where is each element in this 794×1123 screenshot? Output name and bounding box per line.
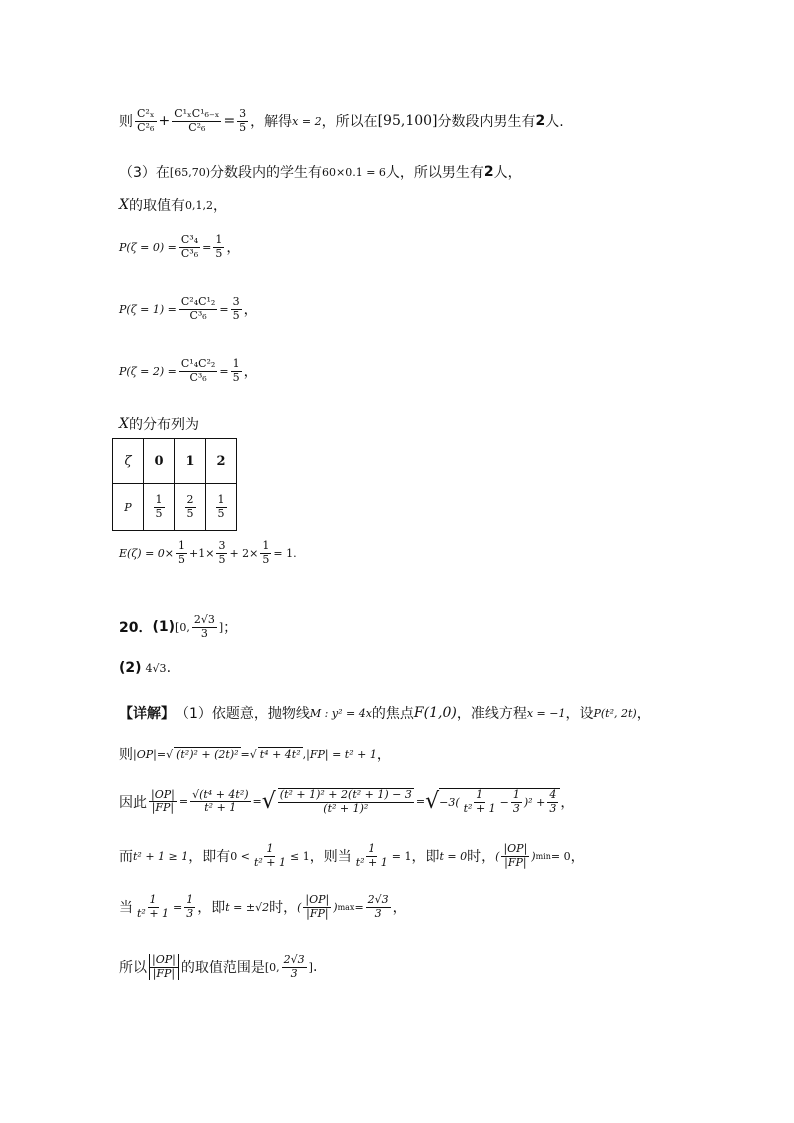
line-q20-answer2: (2) 4√3 . <box>119 660 172 676</box>
question-number: 20． <box>119 620 153 637</box>
line-part3-intro: （3） 在 [65,70) 分数段内的学生有 60×0.1 = 6 人，所以男生有 2 人， <box>119 164 522 181</box>
distribution-caption: X 的分布列为 <box>119 416 199 433</box>
fraction-c-x-1: $\frac{\text{C¹ₓC¹₆₋ₓ}}{\text{C²₆}}$ <box>174 107 220 134</box>
line-p-zeta-0: P(ζ = 0) = $\frac{\text{C³₄}}{\text{C³₆}}$ = $\frac{1}{5}$ ， <box>119 233 241 260</box>
line-probability-equation: 则 $\frac{\text{C²ₓ}}{\text{C²₆}}$ + $\frac{\text{C¹ₓC¹₆₋ₓ}}{\text{C²₆}}$ = $\frac{3}{5}$ ，解得 x = 2 ，所以在 [95,100] 分数段内男生有 2 人. <box>119 107 564 134</box>
line-op-fp: 则 |OP|= √ (t²)² + (2t)² = √ t⁴ + 4t² , |FP| = t² + 1 ， <box>119 747 391 763</box>
line-q20-answer1: 20． (1) [0, $\frac{2√3}{3}$ ] ； <box>119 613 238 640</box>
table-header-row: ζ 0 1 2 <box>113 439 237 484</box>
table-probability-row: P $\frac{1}{5}$ $\frac{2}{5}$ $\frac{1}{5}$ <box>113 484 237 531</box>
fraction-c-x-2: $\frac{\text{C²ₓ}}{\text{C²₆}}$ <box>137 107 155 134</box>
line-expectation: E(ζ) = 0× $\frac{1}{5}$ +1× $\frac{3}{5}$ + 2× $\frac{1}{5}$ = 1. <box>119 539 297 566</box>
line-conclusion: 所以 $\frac{|OP|}{|FP|}$ 的取值范围是 [0, $\frac{2√3}{3}$ ] . <box>119 953 318 980</box>
text-ze: 则 <box>119 114 133 131</box>
line-detail: 【详解】 （1） 依题意，抛物线 M : y² = 4x 的焦点 F(1,0) ，准线方程 x = −1 ，设 P(t², 2t) ， <box>119 705 651 722</box>
line-p-zeta-1: P(ζ = 1) = $\frac{\text{C²₄C¹₂}}{\text{C³₆}}$ = $\frac{3}{5}$ ， <box>119 295 258 322</box>
interval-95-100: [95,100] <box>377 113 438 130</box>
line-range: 而 t² + 1 ≥ 1 ，即有 0 < $\frac{1}{\text{t² + 1}}$ ≤ 1 ，则当 $\frac{1}{\text{t² + 1}}$ = 1 ，即 t = 0 时， ( $\frac{|OP|}{|FP|}$ ) min = 0 ， <box>119 842 585 869</box>
line-ratio: 因此 $\frac{|OP|}{|FP|}$ = $\frac{\text{√(t⁴ + 4t²)}}{\text{t² + 1}}$ = √ $\frac{\text{(t² + 1)² + 2(t² + 1) − 3}}{\text{(t² + 1)²}}$ = √ −3( $\frac{1}{\text{t² + 1}}$ − $\frac{1}{3}$ )² + $\frac{4}{3}$ ， <box>119 787 575 815</box>
line-p-zeta-2: P(ζ = 2) = $\frac{\text{C¹₄C²₂}}{\text{C³₆}}$ = $\frac{1}{5}$ ， <box>119 357 258 384</box>
solution-x: x = 2 <box>292 114 322 128</box>
fraction-3-5: $\frac{3}{5}$ <box>239 107 247 134</box>
distribution-table <box>112 438 237 531</box>
line-x-values: X 的取值有 0,1,2 ， <box>119 197 227 214</box>
detail-tag: 【详解】 <box>119 706 175 722</box>
part-label-3: （3） <box>119 165 156 181</box>
line-max: 当 $\frac{1}{\text{t² + 1}}$ = $\frac{1}{3}$ ，即 t = ±√2 时， ( $\frac{|OP|}{|FP|}$ ) max = $\frac{2√3}{3}$ ， <box>119 893 407 920</box>
